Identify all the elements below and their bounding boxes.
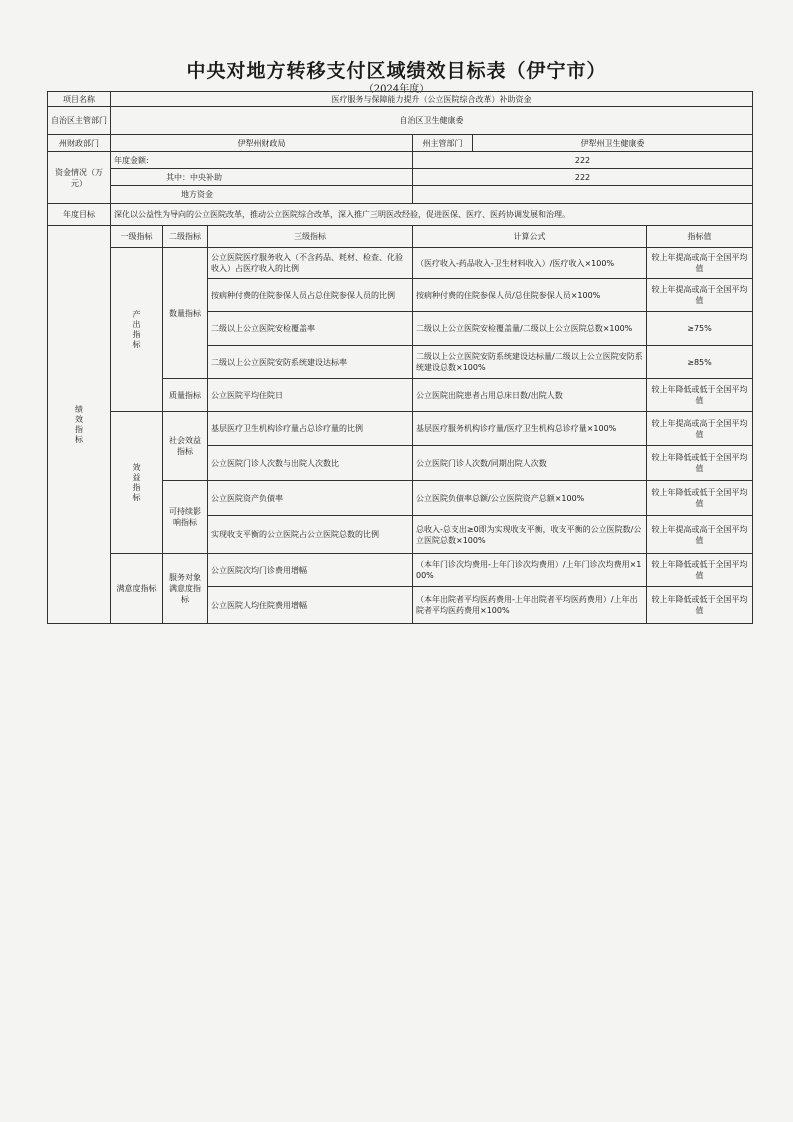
annual-amount-label: 年度金额: [111,152,413,169]
social-benefit-label: 社会效益指标 [163,412,208,481]
output-indicator-label [111,248,163,412]
indicator-value: 较上年降低或低于全国平均值 [647,379,753,412]
indicator-name: 二级以上公立医院安检覆盖率 [208,312,413,346]
sustainable-impact-label: 可持续影响指标 [163,481,208,554]
indicator-header-row [48,226,753,248]
service-satisfaction-label: 服务对象满意度指标 [163,554,208,624]
annual-goal-row [48,204,753,226]
indicator-formula: 二级以上公立医院安防系统建设达标量/二级以上公立医院安防系统建设总数×100% [413,346,647,379]
prefecture-finance-label: 州财政部门 [48,135,111,152]
indicator-value: 较上年提高或高于全国平均值 [647,412,753,446]
col-level3-header: 三级指标 [208,226,413,248]
indicator-formula: 公立医院门诊人次数/同期出院人次数 [413,446,647,481]
indicator-value: 较上年降低或低于全国平均值 [647,587,753,624]
indicator-name: 实现收支平衡的公立医院占公立医院总数的比例 [208,516,413,554]
table-row [48,248,753,279]
local-funds-label: 地方资金 [111,186,413,204]
funds-row-annual [48,152,753,169]
benefit-indicator-text: 效益指标 [132,462,141,503]
funds-row-central [48,169,753,186]
indicator-value: 较上年降低或低于全国平均值 [647,554,753,587]
indicator-formula: 总收入-总支出≥0即为实现收支平衡，收支平衡的公立医院数/公立医院总数×100% [413,516,647,554]
local-funds-value [413,186,753,204]
region-dept-row [48,107,753,135]
indicator-formula: （本年门诊次均费用-上年门诊次均费用）/上年门诊次均费用×100% [413,554,647,587]
quality-indicator-label: 质量指标 [163,379,208,412]
table-row [48,554,753,587]
indicator-formula: 基层医疗服务机构诊疗量/医疗卫生机构总诊疗量×100% [413,412,647,446]
indicator-value: 较上年降低或低于全国平均值 [647,481,753,516]
indicator-value: 较上年提高或高于全国平均值 [647,516,753,554]
project-value: 医疗服务与保障能力提升（公立医院综合改革）补助资金 [111,92,753,107]
indicator-name: 按病种付费的住院参保人员占总住院参保人员的比例 [208,279,413,312]
indicator-value: ≥85% [647,346,753,379]
funds-label: 资金情况（万元） [48,152,111,204]
document-year: （2024年度） [363,84,430,95]
central-subsidy-label: 其中：中央补助 [111,169,413,186]
annual-goal-value: 深化以公益性为导向的公立医院改革，推动公立医院综合改革，深入推广三明医改经验，促进医保、医疗、医药协调发展和治理。 [111,204,753,226]
indicator-value: 较上年提高或高于全国平均值 [647,279,753,312]
indicator-formula: 按病种付费的住院参保人员/总住院参保人员×100% [413,279,647,312]
prefecture-dept-label: 州主管部门 [413,135,473,152]
prefecture-dept-value: 伊犁州卫生健康委 [473,135,753,152]
region-dept-value: 自治区卫生健康委 [111,107,753,135]
col-formula-header: 计算公式 [413,226,647,248]
annual-amount-value: 222 [413,152,753,169]
region-dept-label: 自治区主管部门 [48,107,111,135]
central-subsidy-value: 222 [413,169,753,186]
indicator-name: 公立医院人均住院费用增幅 [208,587,413,624]
prefecture-finance-value: 伊犁州财政局 [111,135,413,152]
project-label: 项目名称 [48,92,111,107]
indicator-name: 公立医院次均门诊费用增幅 [208,554,413,587]
indicator-name: 公立医院资产负债率 [208,481,413,516]
indicator-value: ≥75% [647,312,753,346]
indicator-value: 较上年提高或高于全国平均值 [647,248,753,279]
table-row [48,412,753,446]
project-row [48,92,753,107]
quantity-indicator-label: 数量指标 [163,248,208,379]
col-level1-header: 一级指标 [111,226,163,248]
indicator-formula: （医疗收入-药品收入-卫生材料收入）/医疗收入×100% [413,248,647,279]
indicator-name: 公立医院门诊人次数与出院人次数比 [208,446,413,481]
prefecture-row [48,135,753,152]
benefit-indicator-label [111,412,163,554]
indicator-formula: （本年出院者平均医药费用-上年出院者平均医药费用）/上年出院者平均医药费用×100% [413,587,647,624]
col-level2-header: 二级指标 [163,226,208,248]
annual-goal-label: 年度目标 [48,204,111,226]
indicator-name: 二级以上公立医院安防系统建设达标率 [208,346,413,379]
indicator-value: 较上年降低或低于全国平均值 [647,446,753,481]
indicator-formula: 二级以上公立医院安检覆盖量/二级以上公立医院总数×100% [413,312,647,346]
document-title: 中央对地方转移支付区域绩效目标表（伊宁市） [186,60,607,82]
indicator-name: 公立医院平均住院日 [208,379,413,412]
satisfaction-indicator-label: 满意度指标 [111,554,163,624]
indicator-formula: 公立医院出院患者占用总床日数/出院人数 [413,379,647,412]
indicator-name: 基层医疗卫生机构诊疗量占总诊疗量的比例 [208,412,413,446]
indicator-name: 公立医院医疗服务收入（不含药品、耗材、检查、化验收入）占医疗收入的比例 [208,248,413,279]
performance-target-table [47,91,753,624]
output-indicator-text: 产出指标 [132,309,141,350]
funds-row-local [48,186,753,204]
perf-indicators-label [48,226,111,624]
indicator-formula: 公立医院负债率总额/公立医院资产总额×100% [413,481,647,516]
col-value-header: 指标值 [647,226,753,248]
perf-indicators-text: 绩效指标 [74,404,84,445]
